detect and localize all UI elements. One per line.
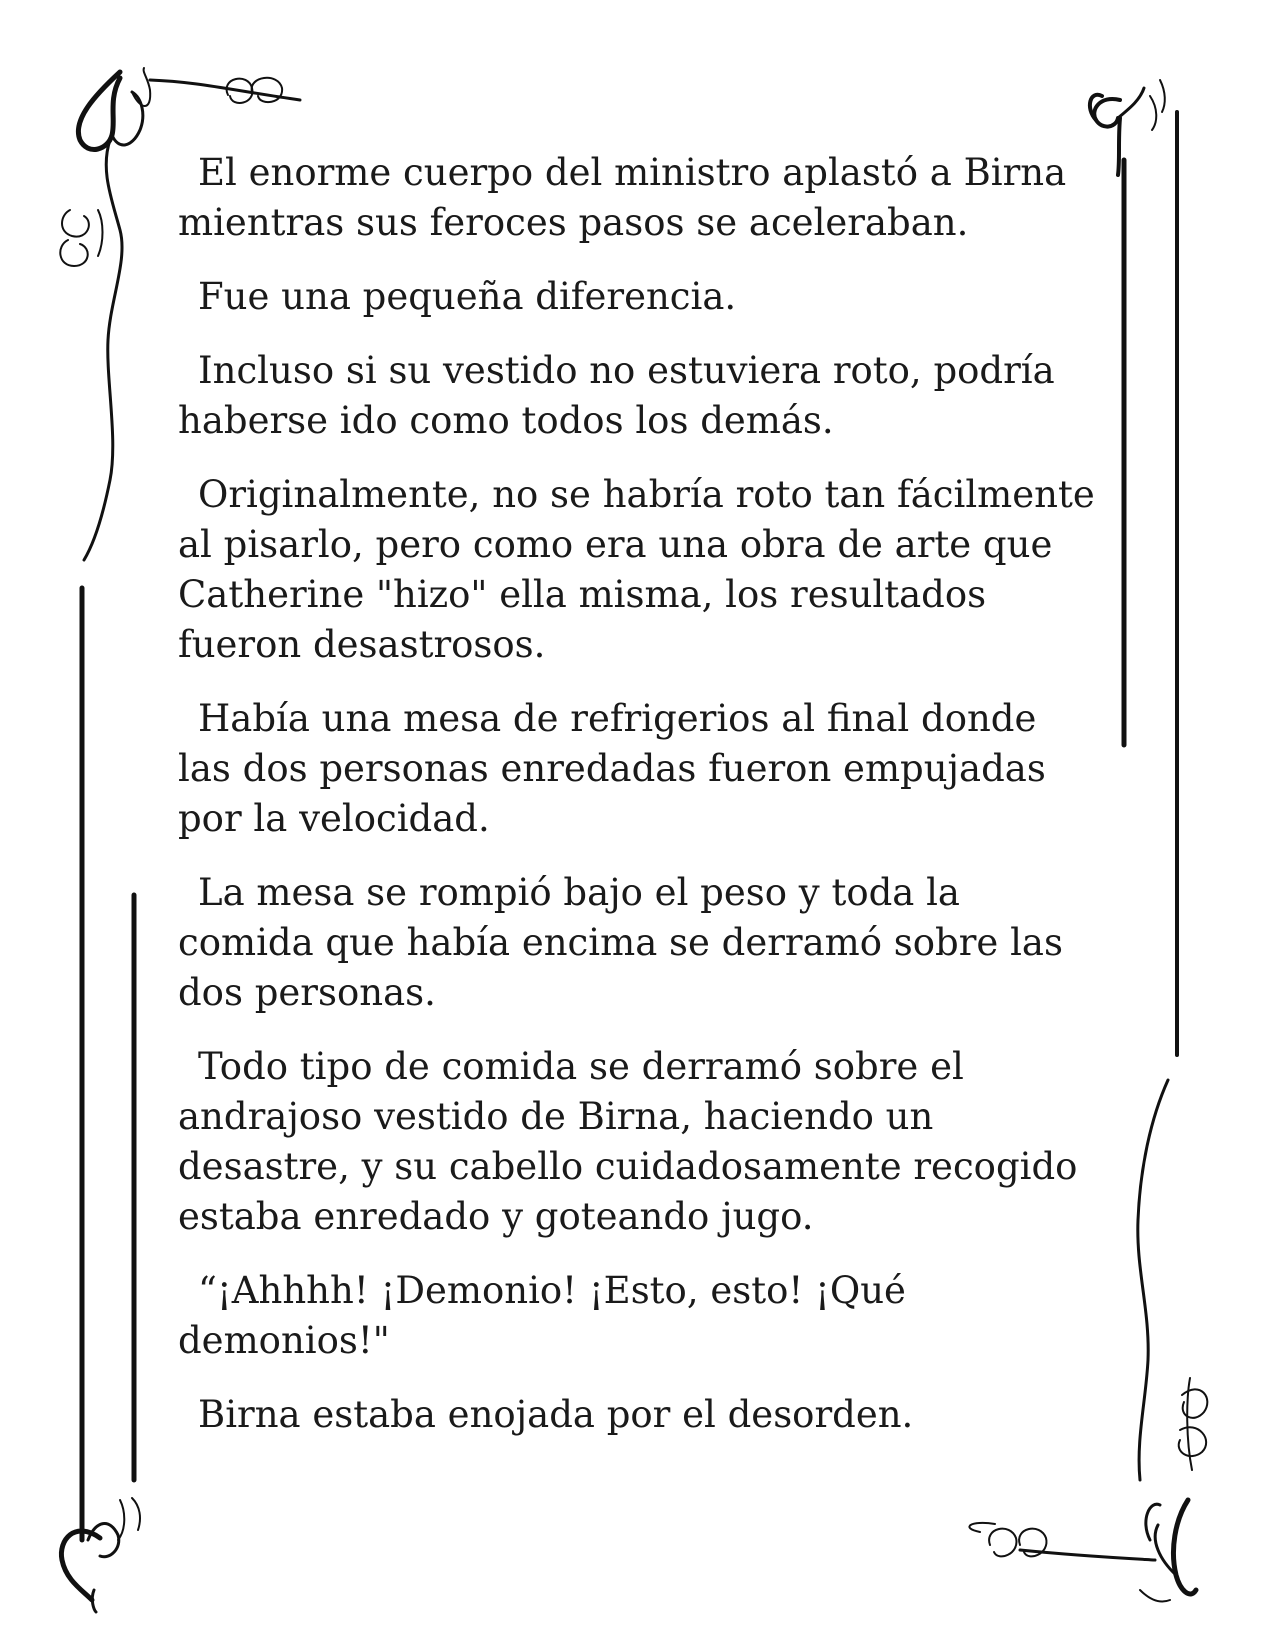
top-right-flourish-icon [1090, 80, 1165, 175]
paragraph: Fue una pequeña diferencia. [198, 275, 737, 318]
paragraph: Todo tipo de comida se derramó sobre el andrajoso vestido de Birna, haciendo un desastre, y su cabello cuidadosamente recogido estaba enredado y goteando jugo. [178, 1045, 1078, 1238]
paragraph: Incluso si su vestido no estuviera roto, podría haberse ido como todos los demás. [178, 349, 1055, 442]
bottom-right-flourish-icon [969, 1500, 1196, 1602]
document-body [178, 148, 1098, 1464]
right-lower-flourish-icon [1138, 1080, 1208, 1480]
paragraph: La mesa se rompió bajo el peso y toda la comida que había encima se derramó sobre las dos personas. [178, 871, 1063, 1014]
paragraph: El enorme cuerpo del ministro aplastó a Birna mientras sus feroces pasos se aceleraban. [178, 151, 1067, 244]
paragraph: Había una mesa de refrigerios al final donde las dos personas enredadas fueron empujadas por la velocidad. [178, 697, 1046, 840]
paragraph: Birna estaba enojada por el desorden. [198, 1393, 914, 1436]
bottom-left-flourish-icon [61, 1498, 140, 1612]
paragraph: Originalmente, no se habría roto tan fácilmente al pisarlo, pero como era una obra de arte que Catherine "hizo" ella misma, los resultados fueron desastrosos. [178, 473, 1095, 666]
paragraph: “¡Ahhhh! ¡Demonio! ¡Esto, esto! ¡Qué demonios!" [178, 1269, 906, 1362]
